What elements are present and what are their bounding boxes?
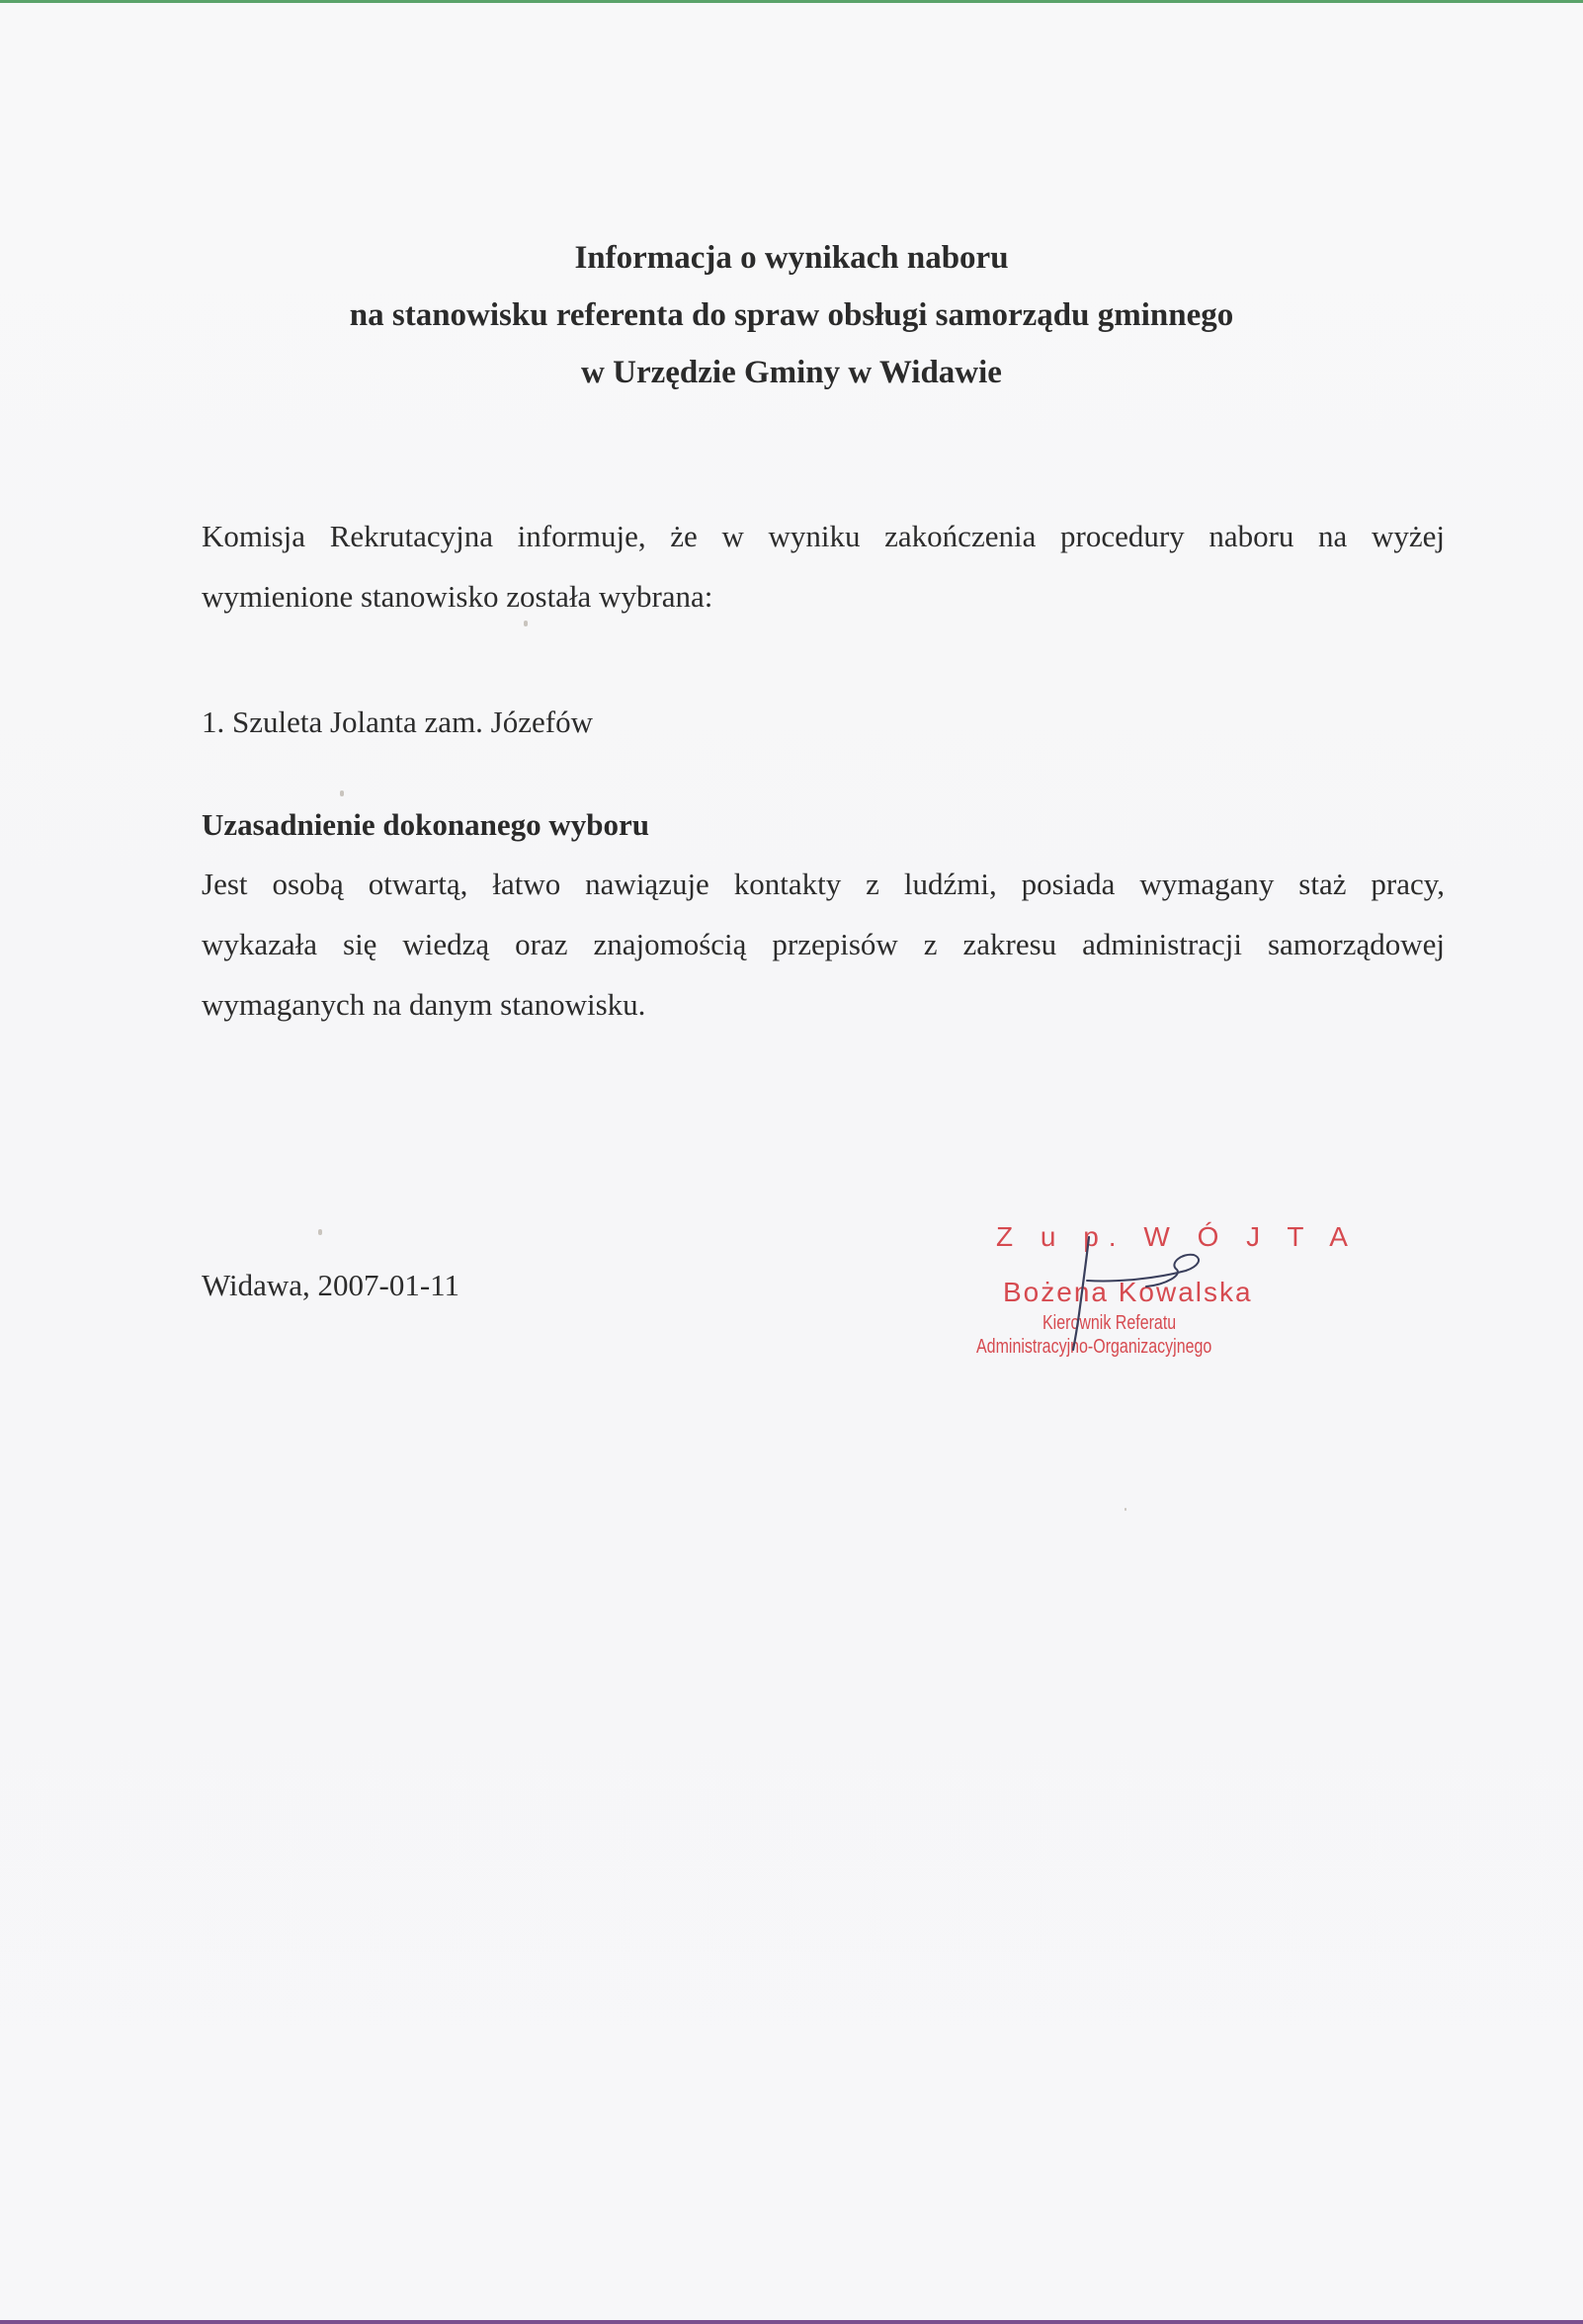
justification-line-3: wymaganych na danym stanowisku. <box>202 987 646 1022</box>
justification-line-2: wykazała się wiedzą oraz znajomością przepisów z zakresu administracji samorządowej <box>202 927 1445 961</box>
intro-line-1-text: Komisja Rekrutacyjna informuje, że w wyniku zakończenia procedury naboru na wyżej <box>202 519 1445 553</box>
scan-speck <box>340 790 344 796</box>
justification-heading: Uzasadnienie dokonanego wyboru <box>202 807 650 842</box>
title-line-1: Informacja o wynikach naboru <box>574 240 1009 276</box>
stamp-line-1: Z u p. W Ó J T A <box>996 1221 1358 1252</box>
justification-paragraph <box>202 854 1445 1035</box>
scan-speck <box>318 1229 322 1235</box>
stamp-line-3: Kierownik Referatu <box>1042 1312 1177 1334</box>
place-and-date: Widawa, 2007-01-11 <box>202 1268 460 1302</box>
scan-speck <box>524 621 528 626</box>
handwritten-signature <box>1047 1225 1225 1354</box>
title-line-2: na stanowisku referenta do spraw obsługi samorządu gminnego <box>349 297 1234 333</box>
document-title <box>0 229 1583 401</box>
scan-speck <box>1125 1508 1126 1511</box>
title-line-3: w Urzędzie Gminy w Widawie <box>581 355 1002 390</box>
selected-candidate-text: 1. Szuleta Jolanta zam. Józefów <box>202 705 593 739</box>
selected-candidate <box>202 692 1445 752</box>
scan-edge-bottom <box>0 2320 1583 2324</box>
stamp-line-2: Bożena Kowalska <box>1003 1277 1253 1307</box>
stamp-line-4: Administracyjno-Organizacyjnego <box>976 1336 1212 1358</box>
justification-line-1: Jest osobą otwartą, łatwo nawiązuje kontakty z ludźmi, posiada wymagany staż pracy, <box>202 867 1445 901</box>
scan-edge-top <box>0 0 1583 3</box>
intro-line-1 <box>202 506 1445 566</box>
intro-line-2: wymienione stanowisko została wybrana: <box>202 579 713 614</box>
intro-paragraph <box>202 506 1445 626</box>
